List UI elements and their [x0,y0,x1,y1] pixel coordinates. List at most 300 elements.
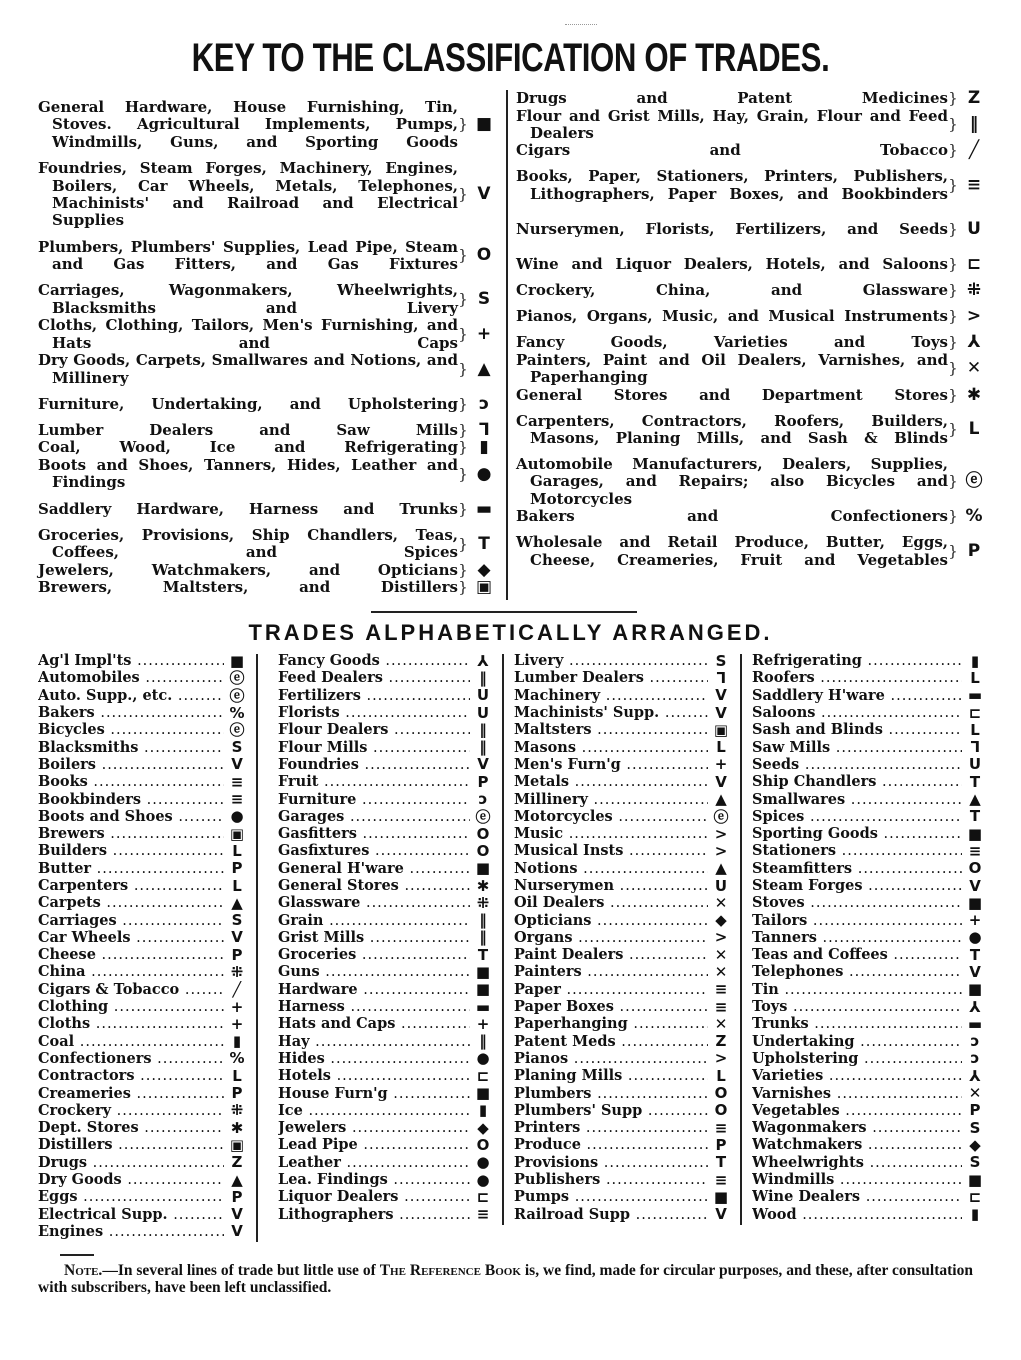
key-entry [516,508,990,525]
trade-row [38,929,250,946]
key-entry-text: Carpenters, Contractors, Roofers, Builders, Masons, Planing Mills, and Sash & Blinds [516,411,948,448]
trade-row [38,963,250,980]
trade-symbol-icon: ⁜ [230,1101,244,1120]
key-entry-text: Wholesale and Retail Produce, Butter, Eggs, Cheese, Creameries, Fruit and Vegetables [516,533,948,569]
trade-name: Tanners ..... [752,929,962,946]
trade-row [514,1188,734,1205]
trade-row [752,669,988,686]
key-entry [38,527,500,562]
trade-name: Planing Mills ..... [514,1067,708,1084]
trade-row [514,825,734,842]
trade-name: Contractors ..... [38,1067,224,1084]
trade-symbol-icon: + [230,997,244,1016]
trade-name: Motorcycles ..... [514,808,708,825]
trade-name: Hides ..... [278,1050,470,1067]
trade-symbol-icon: ■ [713,1188,729,1206]
trade-name: General H'ware ..... [278,860,470,877]
trade-row [38,1119,250,1136]
trade-symbol-icon: L [716,1067,726,1085]
trade-symbol-icon: ≡ [714,980,728,998]
trade-symbol-icon: ≡ [714,997,728,1016]
key-entry-text: Wine and Liquor Dealers, Hotels, and Saloons [516,254,948,273]
trade-symbol-icon: V [715,686,727,704]
trade-row [278,1136,496,1153]
trade-row [38,825,250,842]
hash-cross-icon: ⁜ [966,279,982,300]
brace-icon: } [458,534,468,553]
circle-icon: ● [476,463,492,484]
trade-row [752,1067,988,1084]
trade-symbol-icon: P [231,1188,243,1206]
trade-row [38,721,250,738]
trade-symbol-icon: ✱ [476,876,490,895]
trade-symbol-icon: T [969,807,981,825]
column-divider [740,654,742,1225]
trade-name: Livery ..... [514,652,708,669]
diamond-icon: ◆ [477,559,491,580]
trade-name: Blacksmiths ..... [38,739,224,756]
vertical-bar-icon: ▮ [479,437,489,458]
trade-name: Patent Meds ..... [514,1033,708,1050]
trade-symbol-icon: ✕ [714,1015,728,1033]
trade-symbol-icon: % [229,1049,245,1068]
trade-row [38,1015,250,1032]
trade-name: Opticians ..... [514,912,708,929]
key-entry-text: Foundries, Steam Forges, Machinery, Engines, Boilers, Car Wheels, Metals, Telephones, Machinists' and Railroad and Electrical Supplies [38,159,458,230]
trade-row [752,946,988,963]
brace-icon: } [948,176,958,195]
column-divider [256,654,258,1242]
trade-name: Printers ..... [514,1119,708,1136]
key-entry-text: Carriages, Wagonmakers, Wheelwrights, Blacksmiths and Livery [38,281,458,317]
trade-symbol-icon: ≡ [968,842,982,860]
trade-row [752,790,988,807]
trade-symbol-icon: ◆ [477,1119,489,1137]
brace-icon: } [458,464,468,483]
trade-name: Garages ..... [278,808,470,825]
trade-name: Steamfitters ..... [752,860,962,877]
trade-row [752,1033,988,1050]
trade-row [278,738,496,755]
trade-row [38,687,250,704]
trade-row [38,1033,250,1050]
trade-symbol-icon: ■ [967,894,983,912]
trade-row [752,894,988,911]
trade-row [278,1015,496,1032]
key-entry [516,334,990,351]
trade-row [752,1154,988,1171]
trade-row [38,738,250,755]
trade-symbol-icon: U [476,703,490,722]
trade-symbol-icon: P [231,1084,243,1102]
key-column-divider [506,90,508,600]
key-entry-text: Saddlery Hardware, Harness and Trunks [38,499,458,518]
trade-name: Fancy Goods ..... [278,652,470,669]
key-entry-text: Coal, Wood, Ice and Refrigerating [38,438,458,457]
trade-symbol-icon: ▣ [229,1136,245,1154]
alpha-column [38,652,250,1240]
trade-name: Bookbinders ..... [38,791,224,808]
trade-row [514,1084,734,1101]
trade-symbol-icon: + [230,1015,244,1033]
trade-row [752,721,988,738]
trade-symbol-icon: V [715,703,727,722]
double-bar-icon: ‖ [969,114,979,135]
trade-name: Paint Dealers ..... [514,946,708,963]
trade-row [38,877,250,894]
brace-icon: } [948,333,958,352]
key-entry [516,212,990,247]
trade-row [752,1188,988,1205]
trade-symbol-icon: S [231,911,243,929]
trade-row [278,1119,496,1136]
trade-name: Clothing ..... [38,998,224,1015]
trade-row [514,652,734,669]
trade-name: Vegetables ..... [752,1102,962,1119]
alpha-column [278,652,496,1223]
trade-name: Tailors ..... [752,912,962,929]
trade-symbol-icon: V [231,755,243,774]
note-book-title: The Reference Book [379,1262,521,1279]
trade-row [278,773,496,790]
trade-row [38,704,250,721]
trade-symbol-icon: S [969,1153,981,1171]
trade-row [38,1171,250,1188]
trade-symbol-icon: ● [968,928,982,947]
trade-row [752,825,988,842]
trade-symbol-icon: V [477,755,489,774]
trade-name: Organs ..... [514,929,708,946]
trade-symbol-icon: O [476,1136,490,1154]
trade-row [514,1206,734,1223]
trade-row [514,1154,734,1171]
trade-symbol-icon: U [476,686,490,704]
trade-symbol-icon: ■ [967,1170,983,1189]
trade-row [514,808,734,825]
trade-name: Gasfitters ..... [278,825,470,842]
trade-symbol-icon: ⓔ [713,807,729,825]
trade-name: Glassware ..... [278,894,470,911]
letter-o-icon: O [476,245,492,266]
note-text: —In several lines of trade but little use of [102,1262,380,1279]
trade-symbol-icon: U [968,755,982,774]
trade-name: Creameries ..... [38,1085,224,1102]
trade-row [752,877,988,894]
key-entry-text: Boots and Shoes, Tanners, Hides, Leather and Findings [38,455,458,492]
trade-row [514,1171,734,1188]
trade-row [278,1033,496,1050]
trade-name: Brewers ..... [38,825,224,842]
trade-row [278,1050,496,1067]
slash-icon: ╱ [968,140,980,161]
trade-row [752,1050,988,1067]
trade-row [38,981,250,998]
trade-symbol-icon: ✱ [230,1119,244,1137]
brace-icon: } [458,421,468,439]
key-entry [38,160,500,230]
trade-row [278,808,496,825]
classification-key [38,90,988,602]
key-entry-text: General Hardware, House Furnishing, Tin, Stoves. Agricultural Implements, Pumps, Windmills, Guns, and Sporting Goods [38,97,458,151]
trade-row [38,1050,250,1067]
trade-symbol-icon: V [231,928,243,947]
key-entry-text: Cigars and Tobacco [516,141,948,160]
trade-name: Grist Mills ..... [278,929,470,946]
trade-name: Masons ..... [514,739,708,756]
note-rest: is, we find, made for circular purposes, and these, after consultation with subscribers, have been left unclassified. [38,1262,973,1296]
trade-row [514,998,734,1015]
section-heading: TRADES ALPHABETICALLY ARRANGED. [248,620,773,645]
trade-row [514,721,734,738]
page-title: KEY TO THE CLASSIFICATION OF TRADES. [191,36,830,80]
trade-row [38,1188,250,1205]
trade-name: Lithographers ..... [278,1206,470,1223]
trade-row [38,1206,250,1223]
brace-icon: } [458,560,468,579]
trade-symbol-icon: ≡ [714,1119,728,1137]
key-entry-text: Crockery, China, and Glassware [516,280,948,299]
brace-icon: } [948,115,958,134]
trade-name: Harness ..... [278,998,470,1015]
trade-symbol-icon: P [231,859,243,877]
trade-row [752,773,988,790]
bracket-seven-icon: ⅂ [479,420,489,440]
trade-row [514,687,734,704]
trade-name: Florists ..... [278,704,470,721]
letter-z-icon: Z [967,88,981,108]
trade-row [514,756,734,773]
trade-symbol-icon: ✕ [714,946,728,964]
trade-row [278,963,496,980]
trade-name: Bicycles ..... [38,721,224,738]
top-dots-decoration [565,24,597,25]
trade-symbol-icon: + [476,1015,490,1033]
trade-row [514,963,734,980]
key-entry [38,439,500,456]
brace-icon: } [458,578,468,597]
key-entry-text: Dry Goods, Carpets, Smallwares and Notions, and Millinery [38,351,458,387]
trade-row [38,946,250,963]
trade-symbol-icon: ⅄ [969,997,981,1016]
trade-name: Stationers ..... [752,842,962,859]
trade-row [38,1223,250,1240]
trade-row [278,1067,496,1084]
trade-symbol-icon: V [969,876,981,895]
trade-symbol-icon: ‖ [479,738,487,756]
key-entry-text: Groceries, Provisions, Ship Chandlers, Teas, Coffees, and Spices [38,525,458,562]
trade-symbol-icon: L [232,842,242,860]
trade-row [752,963,988,980]
bracket-c-icon: ⊏ [966,253,982,274]
trade-row [38,652,250,669]
trade-row [752,998,988,1015]
trade-name: Coal ..... [38,1033,224,1050]
trade-symbol-icon: ⅂ [970,738,980,756]
trade-row [514,894,734,911]
trade-name: Sporting Goods ..... [752,825,962,842]
trade-name: Hardware ..... [278,981,470,998]
trade-symbol-icon: ▮ [970,652,980,670]
trade-row [514,1119,734,1136]
trade-row [514,1102,734,1119]
key-entry [516,352,990,387]
trade-symbol-icon: ⅄ [477,652,489,670]
trade-row [278,704,496,721]
trade-row [278,946,496,963]
trade-row [752,860,988,877]
brace-icon: } [458,359,468,378]
trade-name: Dry Goods ..... [38,1171,224,1188]
key-entry-text: Drugs and Patent Medicines [516,89,948,107]
key-entry-text: Bakers and Confectioners [516,507,948,526]
trade-symbol-icon: ■ [475,980,491,998]
trade-symbol-icon: ■ [475,963,491,981]
brace-icon: } [948,307,958,326]
brace-icon: } [458,115,468,134]
trade-name: Notions ..... [514,860,708,877]
trade-name: Saw Mills ..... [752,739,962,756]
trade-name: Butter ..... [38,860,224,877]
trade-row [514,877,734,894]
trade-symbol-icon: ▲ [231,894,243,912]
trade-name: Books ..... [38,773,224,790]
trade-row [38,1067,250,1084]
trade-symbol-icon: O [476,842,490,860]
trade-row [752,687,988,704]
trade-name: Stoves ..... [752,894,962,911]
trade-name: Varieties ..... [752,1067,962,1084]
trade-symbol-icon: ⓔ [229,669,245,687]
trade-symbol-icon: ‖ [479,928,487,947]
percent-icon: % [965,506,983,527]
trade-row [38,790,250,807]
trade-name: Maltsters ..... [514,721,708,738]
trade-name: Undertaking ..... [752,1033,962,1050]
letter-s-icon: S [477,288,491,309]
trade-symbol-icon: P [477,773,489,791]
trade-symbol-icon: ▬ [475,997,491,1016]
trade-row [514,790,734,807]
brace-icon: } [948,219,958,238]
trade-name: Dept. Stores ..... [38,1119,224,1136]
trade-symbol-icon: L [232,876,242,895]
trade-row [38,998,250,1015]
trade-name: Trunks ..... [752,1015,962,1032]
trade-name: Grain ..... [278,912,470,929]
trade-row [278,911,496,928]
trade-row [514,669,734,686]
trade-name: Foundries ..... [278,756,470,773]
trade-row [514,1033,734,1050]
trade-name: Eggs ..... [38,1188,224,1205]
trade-symbol-icon: + [714,755,728,774]
trade-name: Confectioners ..... [38,1050,224,1067]
trade-name: Watchmakers ..... [752,1136,962,1153]
footnote [38,1262,973,1296]
trade-row [278,721,496,738]
trade-row [278,1206,496,1223]
trade-name: China ..... [38,963,224,980]
key-entry [38,559,500,580]
trade-symbol-icon: T [477,946,489,964]
trade-symbol-icon: ɔ [478,790,488,808]
key-left-column [38,90,500,597]
trade-symbol-icon: O [714,1101,728,1120]
trade-name: Plumbers ..... [514,1085,708,1102]
key-entry-text: Fancy Goods, Varieties and Toys [516,333,948,352]
key-entry [516,404,990,456]
trade-row [514,929,734,946]
trade-row [514,738,734,755]
brace-icon: } [458,438,468,457]
trade-name: Flour Mills ..... [278,739,470,756]
trade-symbol-icon: O [476,824,490,843]
note-rule [60,1254,94,1256]
letter-p-icon: P [967,540,981,561]
trade-name: Builders ..... [38,842,224,859]
trade-symbol-icon: > [714,824,728,843]
trade-symbol-icon: ▲ [715,790,727,808]
key-entry-text: Painters, Paint and Oil Dealers, Varnishes, and Paperhanging [516,350,948,387]
trade-name: Music ..... [514,825,708,842]
trade-symbol-icon: ≡ [230,790,244,808]
trade-name: Boots and Shoes ..... [38,808,224,825]
trade-row [278,652,496,669]
trade-symbol-icon: ⊏ [476,1067,490,1085]
trade-symbol-icon: % [229,703,245,722]
trade-name: Crockery ..... [38,1102,224,1119]
key-entry [38,352,500,387]
key-entry [516,299,990,334]
trade-symbol-icon: ▮ [970,1205,980,1223]
trade-name: Hats and Caps ..... [278,1015,470,1032]
trade-name: Men's Furn'g ..... [514,756,708,773]
trade-name: Railroad Supp ..... [514,1206,708,1223]
dash-icon: ▬ [475,498,493,519]
trade-symbol-icon: ‖ [479,669,487,687]
trade-symbol-icon: ≡ [230,773,244,791]
brace-icon: } [948,359,958,378]
black-square-icon: ■ [475,114,493,135]
alpha-column [514,652,734,1223]
trade-row [514,946,734,963]
brace-icon: } [458,499,468,518]
trade-row [514,860,734,877]
trade-symbol-icon: > [714,928,728,947]
trade-name: Carriages ..... [38,912,224,929]
trade-name: Flour Dealers ..... [278,721,470,738]
trade-symbol-icon: O [968,859,982,877]
trade-row [514,981,734,998]
trade-name: Wagonmakers ..... [752,1119,962,1136]
asterisk-icon: ✱ [966,384,982,405]
trade-symbol-icon: S [231,738,243,756]
trade-symbol-icon: ■ [967,824,983,843]
trade-symbol-icon: ▬ [967,1015,983,1033]
key-entry [516,107,990,142]
trade-symbol-icon: L [716,738,726,756]
key-entry [38,387,500,422]
trade-symbol-icon: ● [230,807,244,825]
key-right-column [516,90,990,578]
trade-row [752,1102,988,1119]
trade-symbol-icon: ⅄ [969,1067,981,1085]
trade-symbol-icon: ≡ [714,1170,728,1189]
trade-name: Tin ..... [752,981,962,998]
trade-name: Paper Boxes ..... [514,998,708,1015]
trade-name: Jewelers ..... [278,1119,470,1136]
trade-row [752,1084,988,1101]
